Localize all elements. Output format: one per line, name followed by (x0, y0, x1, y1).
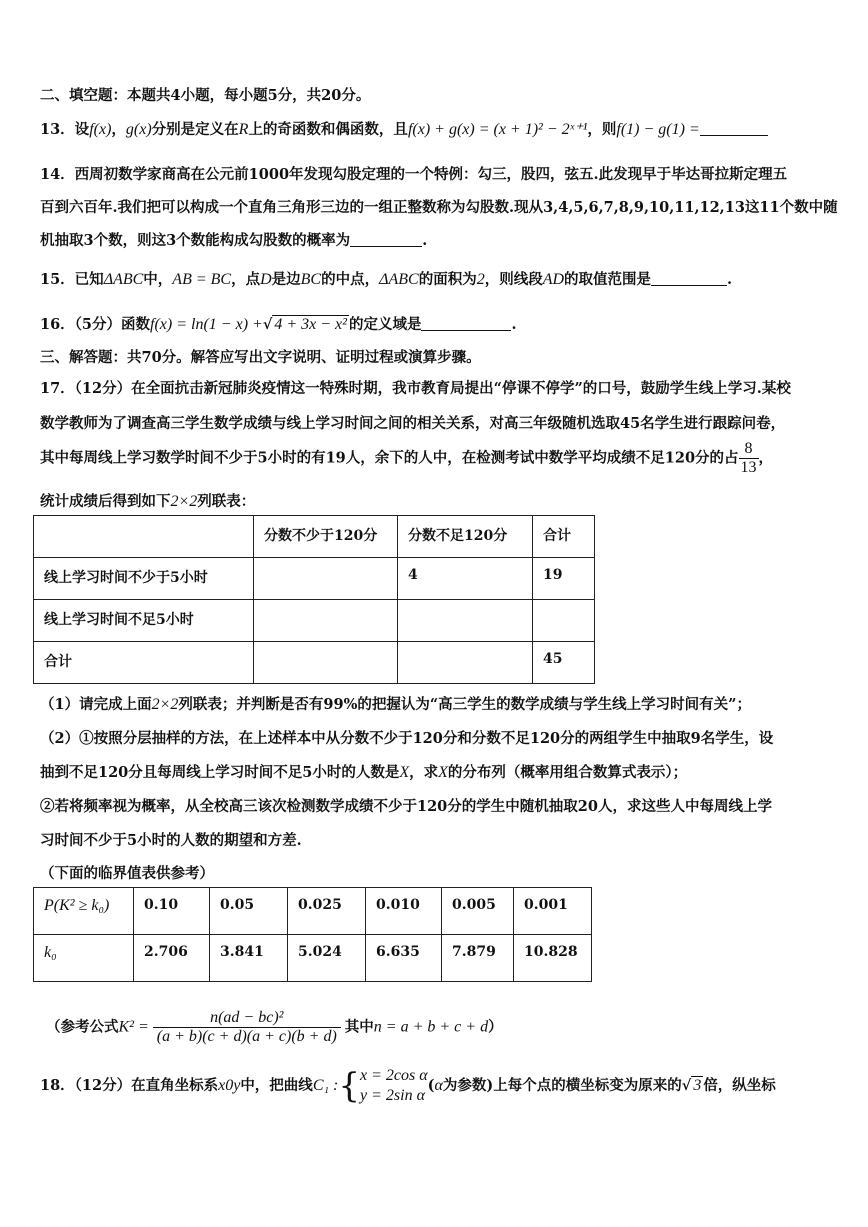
table-cell: 线上学习时间不少于5小时 (34, 558, 254, 600)
table-cell: 3.841 (210, 935, 288, 982)
table-cell (254, 642, 398, 684)
table-header-cell: 合计 (533, 516, 595, 558)
question-14-line-3: 机抽取3个数，则这3个数能构成勾股数的概率为 . (40, 232, 428, 249)
table-cell: 10.828 (514, 935, 592, 982)
table-row (34, 642, 595, 684)
question-17-line-2: 数学教师为了调查高三学生数学成绩与线上学习时间之间的相关关系，对高三年级随机选取45名学生进行跟踪问卷， (40, 415, 786, 432)
question-18: 18．（12分）在直角坐标系x0y中，把曲线C₁ :{ x = 2cos α y = 2sin α (α为参数)上每个点的横坐标变为原来的√ 3 倍，纵坐标 (40, 1066, 776, 1106)
question-17-part-1: （1）请完成上面2×2列联表；并判断是否有99%的把握认为“高三学生的数学成绩与学生线上学习时间有关”； (40, 696, 752, 713)
table-cell: 45 (533, 642, 595, 684)
question-15: 15．已知ΔABC中，AB = BC，点D是边BC的中点，ΔABC的面积为2，则线段AD的取值范围是 . (40, 271, 733, 288)
question-17-line-4: 统计成绩后得到如下2×2列联表： (40, 493, 256, 510)
table-cell: 19 (533, 558, 595, 600)
question-17-part-2-line-2: 抽到不足120分且每周线上学习时间不足5小时的人数是X，求X的分布列（概率用组合数算式表示）； (40, 764, 688, 781)
question-14-line-2: 百到六百年.我们把可以构成一个直角三角形三边的一组正整数称为勾股数.现从3,4,5,6,7,8,9,10,11,12,13这11个数中随 (40, 199, 838, 216)
table-cell: 4 (398, 558, 533, 600)
table-cell: 6.635 (366, 935, 442, 982)
table-cell (254, 558, 398, 600)
reference-note: （下面的临界值表供参考） (40, 865, 214, 882)
brace: { (338, 1066, 361, 1106)
answer-blank (350, 232, 422, 247)
question-17-part-3-line-1: ②若将频率视为概率，从全校高三该次检测数学成绩不少于120分的学生中随机抽取20人，求这些人中每周线上学 (40, 798, 772, 815)
table-row (34, 888, 592, 935)
table-cell: 线上学习时间不足5小时 (34, 600, 254, 642)
table-header-cell: 分数不少于120分 (254, 516, 398, 558)
formula-fraction: $\frac{\text{n(ad − bc)²}}{(a + b)(c + d)(a + c)(b + d)}$ (153, 1009, 341, 1046)
table-label-cell: P(K² ≥ k₀) (34, 888, 134, 935)
reference-formula: （参考公式K² = $\frac{\text{n(ad − bc)²}}{(a + b)(c + d)(a + c)(b + d)}$ 其中n = a + b + c + d） (46, 1009, 503, 1045)
question-17-part-2-line-1: （2）①按照分层抽样的方法，在上述样本中从分数不少于120分和分数不足120分的两组学生中抽取9名学生，设 (40, 730, 774, 747)
answer-blank (700, 121, 768, 136)
table-cell (398, 600, 533, 642)
question-16: 16．（5分）函数f(x) = ln(1 − x) +√ 4 + 3x − x² 的定义域是 . (40, 316, 517, 333)
answer-blank (651, 271, 727, 286)
fraction-8-13: $\frac{8}{13}$ (740, 440, 757, 476)
table-cell: 0.010 (366, 888, 442, 935)
section-3-heading: 三、解答题：共70分。解答应写出文字说明、证明过程或演算步骤。 (40, 349, 481, 366)
question-17-part-3-line-2: 习时间不少于5小时的人数的期望和方差. (40, 832, 302, 849)
table-cell: 0.025 (288, 888, 366, 935)
table-cell: 7.879 (442, 935, 514, 982)
table-cell: 0.05 (210, 888, 288, 935)
table-cell (254, 600, 398, 642)
answer-blank (421, 316, 511, 331)
table-cell: 0.001 (514, 888, 592, 935)
table-cell (533, 600, 595, 642)
table-row (34, 600, 595, 642)
table-header-cell: 分数不足120分 (398, 516, 533, 558)
table-row (34, 558, 595, 600)
question-13: 13．设f(x)，g(x)分别是定义在R上的奇函数和偶函数，且f(x) + g(x) = (x + 1)² − 2ˣ⁺¹，则f(1) − g(1) = (40, 118, 768, 139)
table-header-row (34, 516, 595, 558)
table-cell (34, 516, 254, 558)
table-cell (398, 642, 533, 684)
question-17-line-3: 其中每周线上学习数学时间不少于5小时的有19人，余下的人中，在检测考试中数学平均成绩不足120分的占 $\frac{8}{13}$ ， (40, 440, 774, 476)
table-cell: 0.10 (134, 888, 210, 935)
question-17-line-1: 17．（12分）在全面抗击新冠肺炎疫情这一特殊时期，我市教育局提出“停课不停学”的口号，鼓励学生线上学习.某校 (40, 380, 791, 397)
critical-value-table (33, 887, 592, 982)
table-cell: 2.706 (134, 935, 210, 982)
table-row (34, 935, 592, 982)
table-cell: 0.005 (442, 888, 514, 935)
contingency-table (33, 515, 595, 684)
question-14-line-1: 14．西周初数学家商高在公元前1000年发现勾股定理的一个特例：勾三，股四，弦五.此发现早于毕达哥拉斯定理五 (40, 166, 788, 183)
table-cell: 合计 (34, 642, 254, 684)
table-cell: 5.024 (288, 935, 366, 982)
parametric-system: x = 2cos α y = 2sin α (360, 1067, 428, 1104)
section-2-heading: 二、填空题：本题共4小题，每小题5分，共20分。 (40, 87, 371, 104)
table-label-cell: k₀ (34, 935, 134, 982)
